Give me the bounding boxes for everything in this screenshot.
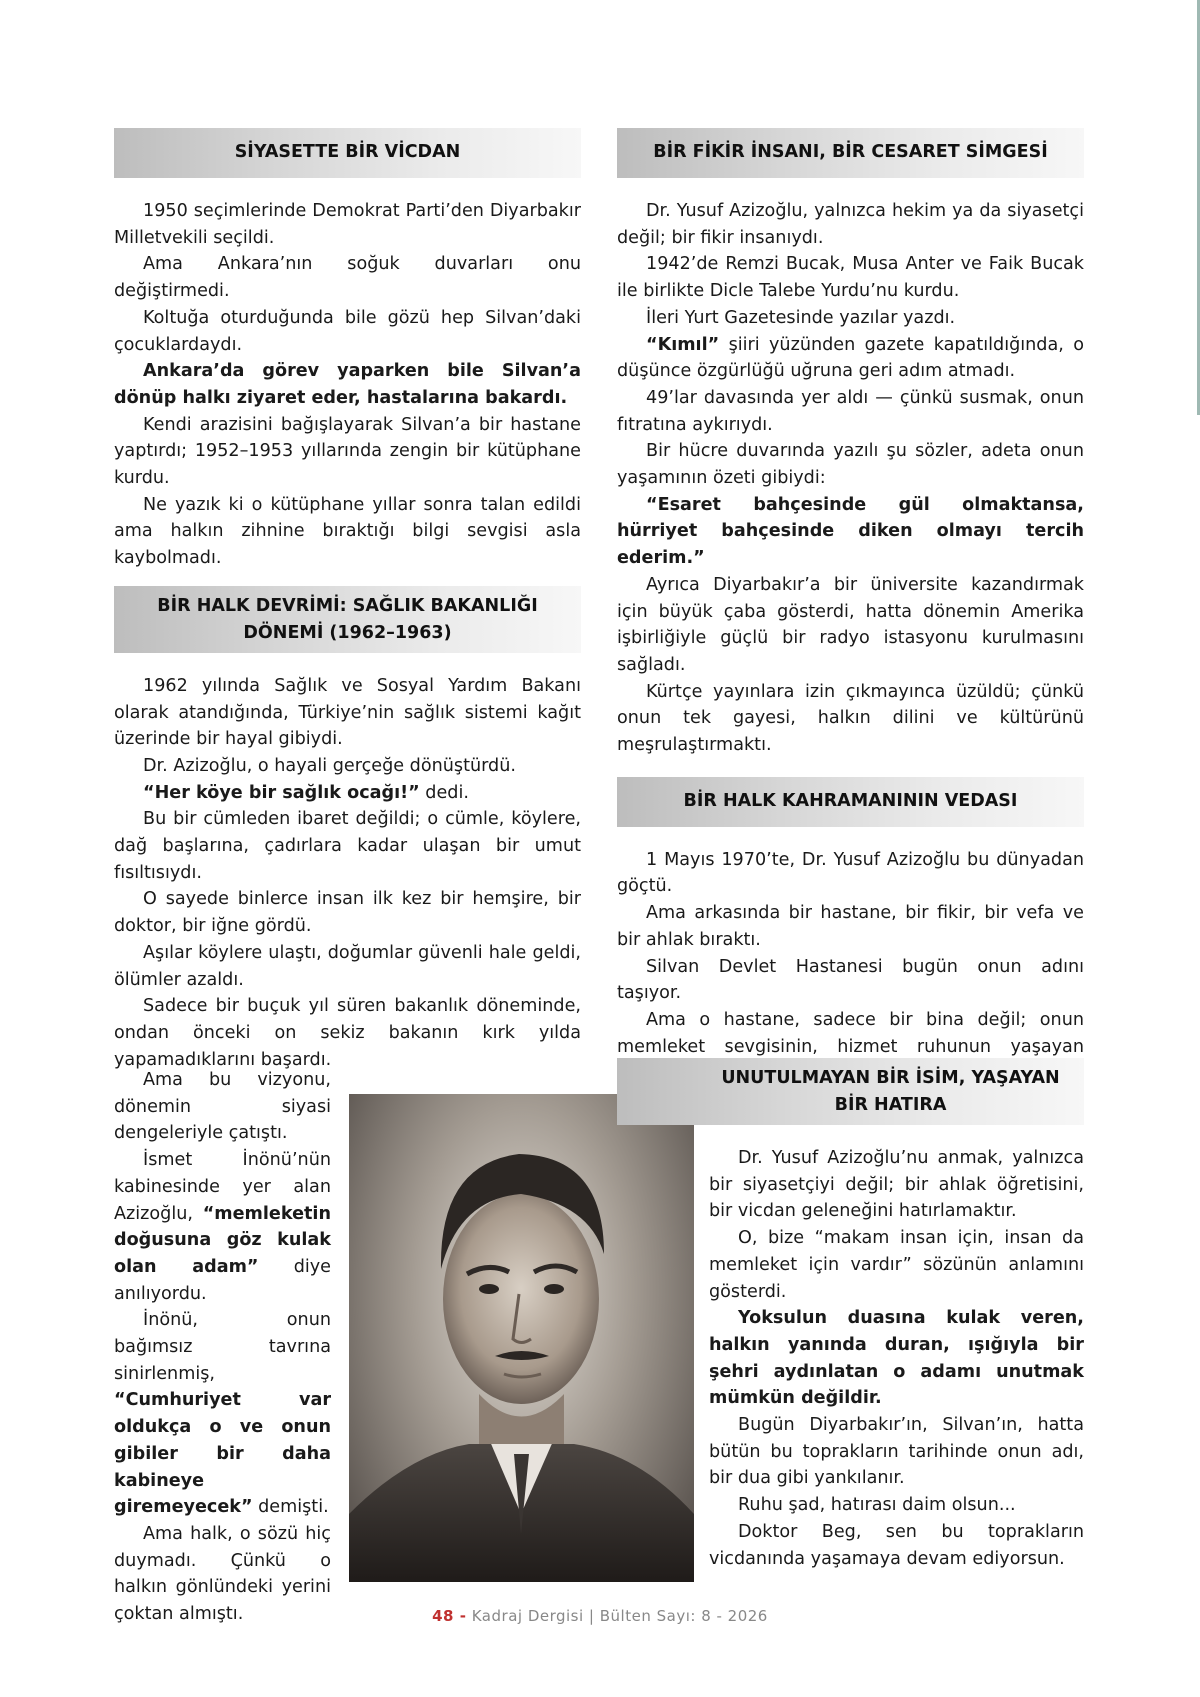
text-run: demişti. [252, 1497, 329, 1518]
section-header-siyasette: SİYASETTE BİR VİCDAN [114, 128, 581, 178]
paragraph: O, bize “makam insan için, insan da memleket için vardır” sözünün anlamını gösterdi. [709, 1228, 1084, 1302]
paragraph: Aşılar köylere ulaştı, doğumlar güvenli hale geldi, ölümler azaldı. [114, 942, 581, 990]
paragraph: 1 Mayıs 1970’te, Dr. Yusuf Azizoğlu bu dünyadan göçtü. [617, 849, 1084, 897]
paragraph: 1962 yılında Sağlık ve Sosyal Yardım Bakanı olarak atandığında, Türkiye’nin sağlık sistemi kağıt üzerinde bir hayal gibiydi. [114, 675, 581, 750]
paragraph: Ama bu vizyonu, dönemin siyasi dengeleriyle çatıştı. [114, 1070, 331, 1144]
paragraph: Ayrıca Diyarbakır’a bir üniversite kazandırmak için büyük çaba gösterdi, hatta dönemin Amerika işbirliğiyle güçlü bir radyo istasyonu kurulmasını sağladı. [617, 574, 1084, 675]
text-run: İnönü, onun bağımsız tavrına sinirlenmiş, [114, 1310, 331, 1384]
page-number: 48 - [432, 1607, 467, 1625]
paragraph [617, 332, 1084, 385]
paragraph: Bir hücre duvarında yazılı şu sözler, adeta onun yaşamının özeti gibiydi: [617, 441, 1084, 489]
section-body-fikir [617, 198, 1084, 759]
quote-bold: “Cumhuriyet var oldukça o ve onun gibiler bir daha kabineye giremeyecek” [114, 1390, 331, 1518]
text-run: İsmet İnönü’nün kabinesinde yer alan Azizoğlu, [114, 1150, 331, 1224]
portrait-photo [349, 1094, 694, 1582]
paragraph: Sadece bir buçuk yıl süren bakanlık döneminde, ondan önceki on sekiz bakanın kırk yılda yapamadıklarını başardı. [114, 996, 581, 1070]
section-header-fikir: BİR FİKİR İNSANI, BİR CESARET SİMGESİ [617, 128, 1084, 178]
photo-wrap-text [114, 1067, 331, 1628]
quote-bold: “Esaret bahçesinde gül olmaktansa, hürriyet bahçesinde diken olmayı tercih ederim.” [617, 494, 1084, 569]
paragraph: 1942’de Remzi Bucak, Musa Anter ve Faik Bucak ile birlikte Dicle Talebe Yurdu’nu kurdu. [617, 254, 1084, 302]
paragraph: Ruhu şad, hatırası daim olsun... [738, 1495, 1016, 1516]
text-run: diye anılıyordu. [114, 1256, 332, 1304]
quote-rest: dedi. [419, 782, 469, 803]
paragraph: 49’lar davasında yer aldı — çünkü susmak, onun fıtratına aykırıydı. [617, 387, 1084, 435]
paragraph: Koltuğa oturduğunda bile gözü hep Silvan’daki çocuklardaydı. [114, 307, 581, 355]
section-header-veda: BİR HALK KAHRAMANININ VEDASI [617, 777, 1084, 827]
section-header-unutulmayan-wrapper [617, 1058, 1084, 1125]
paragraph: 1950 seçimlerinde Demokrat Parti’den Diyarbakır Milletvekili seçildi. [114, 201, 581, 248]
paragraph: Kendi arazisini bağışlayarak Silvan’a bir hastane yaptırdı; 1952–1953 yıllarında zengin bir kütüphane kurdu. [114, 414, 581, 489]
section-header-saglik: BİR HALK DEVRİMİ: SAĞLIK BAKANLIĞI DÖNEMİ (1962–1963) [114, 586, 581, 653]
paragraph: O sayede binlerce insan ilk kez bir hemşire, bir doktor, bir iğne gördü. [114, 889, 581, 937]
paragraph: Ama halk, o sözü hiç duymadı. Çünkü o halkın gönlündeki yerini çoktan almıştı. [114, 1523, 331, 1625]
portrait-illustration [349, 1094, 694, 1582]
page-footer [0, 1607, 1200, 1625]
paragraph [114, 1147, 331, 1307]
paragraph: Ama Ankara’nın soğuk duvarları onu değiştirmedi. [114, 254, 581, 302]
paragraph: Ama o hastane, sadece bir bina değil; onun memleket sevgisinin, hizmet ruhunun yaşayan [617, 1009, 1084, 1057]
section-body-unutulmayan [709, 1145, 1084, 1572]
quote-bold: “Her köye bir sağlık ocağı!” [143, 782, 420, 803]
left-column [114, 128, 581, 1073]
paragraph: Bugün Diyarbakır’ın, Silvan’ın, hatta bütün bu toprakların tarihinde onun adı, bir dua gibi yankılanır. [709, 1415, 1084, 1489]
footer-text: Kadraj Dergisi | Bülten Sayı: 8 - 2026 [471, 1607, 768, 1625]
paragraph [114, 780, 581, 807]
text-run: şiiri yüzünden gazete kapatıldığında, o düşünce özgürlüğü uğruna geri adım atmadı. [617, 334, 1084, 382]
paragraph: Dr. Azizoğlu, o hayali gerçeğe dönüştürdü. [143, 755, 516, 776]
paragraph-bold: Ankara’da görev yaparken bile Silvan’a dönüp halkı ziyaret eder, hastalarına bakardı. [114, 361, 581, 408]
paragraph: Bu bir cümleden ibaret değildi; o cümle, köylere, dağ başlarına, çadırlara kadar ulaşan bir umut fısıltısıydı. [114, 809, 581, 883]
section-body-veda [617, 847, 1084, 1087]
quote-bold: “memleketin doğusuna göz kulak olan adam” [114, 1203, 331, 1277]
section-body-saglik [114, 673, 581, 1074]
paragraph: Dr. Yusuf Azizoğlu, yalnızca hekim ya da siyasetçi değil; bir fikir insanıydı. [617, 201, 1084, 248]
paragraph: Kürtçe yayınlara izin çıkmayınca üzüldü; çünkü onun tek gayesi, halkın dilini ve kültürünü meşrulaştırmaktı. [617, 681, 1084, 756]
quote-bold: “Kımıl” [646, 334, 720, 355]
paragraph: Ne yazık ki o kütüphane yıllar sonra talan edildi ama halkın zihnine bıraktığı bilgi sevgisi asla kaybolmadı. [114, 494, 581, 569]
section-header-unutulmayan: UNUTULMAYAN BİR İSİM, YAŞAYAN BİR HATIRA [617, 1058, 1084, 1125]
section-body-siyasette [114, 198, 581, 572]
paragraph: Dr. Yusuf Azizoğlu’nu anmak, yalnızca bir siyasetçiyi değil; bir ahlak öğretisini, bir vicdan geleneğini hatırlamaktır. [709, 1148, 1084, 1222]
paragraph [114, 1307, 331, 1521]
right-column [617, 128, 1084, 1087]
paragraph: Ama arkasında bir hastane, bir fikir, bir vefa ve bir ahlak bıraktı. [617, 903, 1084, 950]
paragraph-bold: Yoksulun duasına kulak veren, halkın yanında duran, ışığıyla bir şehri aydınlatan o adamı unutmak mümkün değildir. [709, 1308, 1084, 1409]
paragraph: İleri Yurt Gazetesinde yazılar yazdı. [646, 307, 956, 328]
paragraph: Silvan Devlet Hastanesi bugün onun adını taşıyor. [617, 956, 1084, 1004]
paragraph: Doktor Beg, sen bu toprakların vicdanında yaşamaya devam ediyorsun. [709, 1521, 1084, 1569]
